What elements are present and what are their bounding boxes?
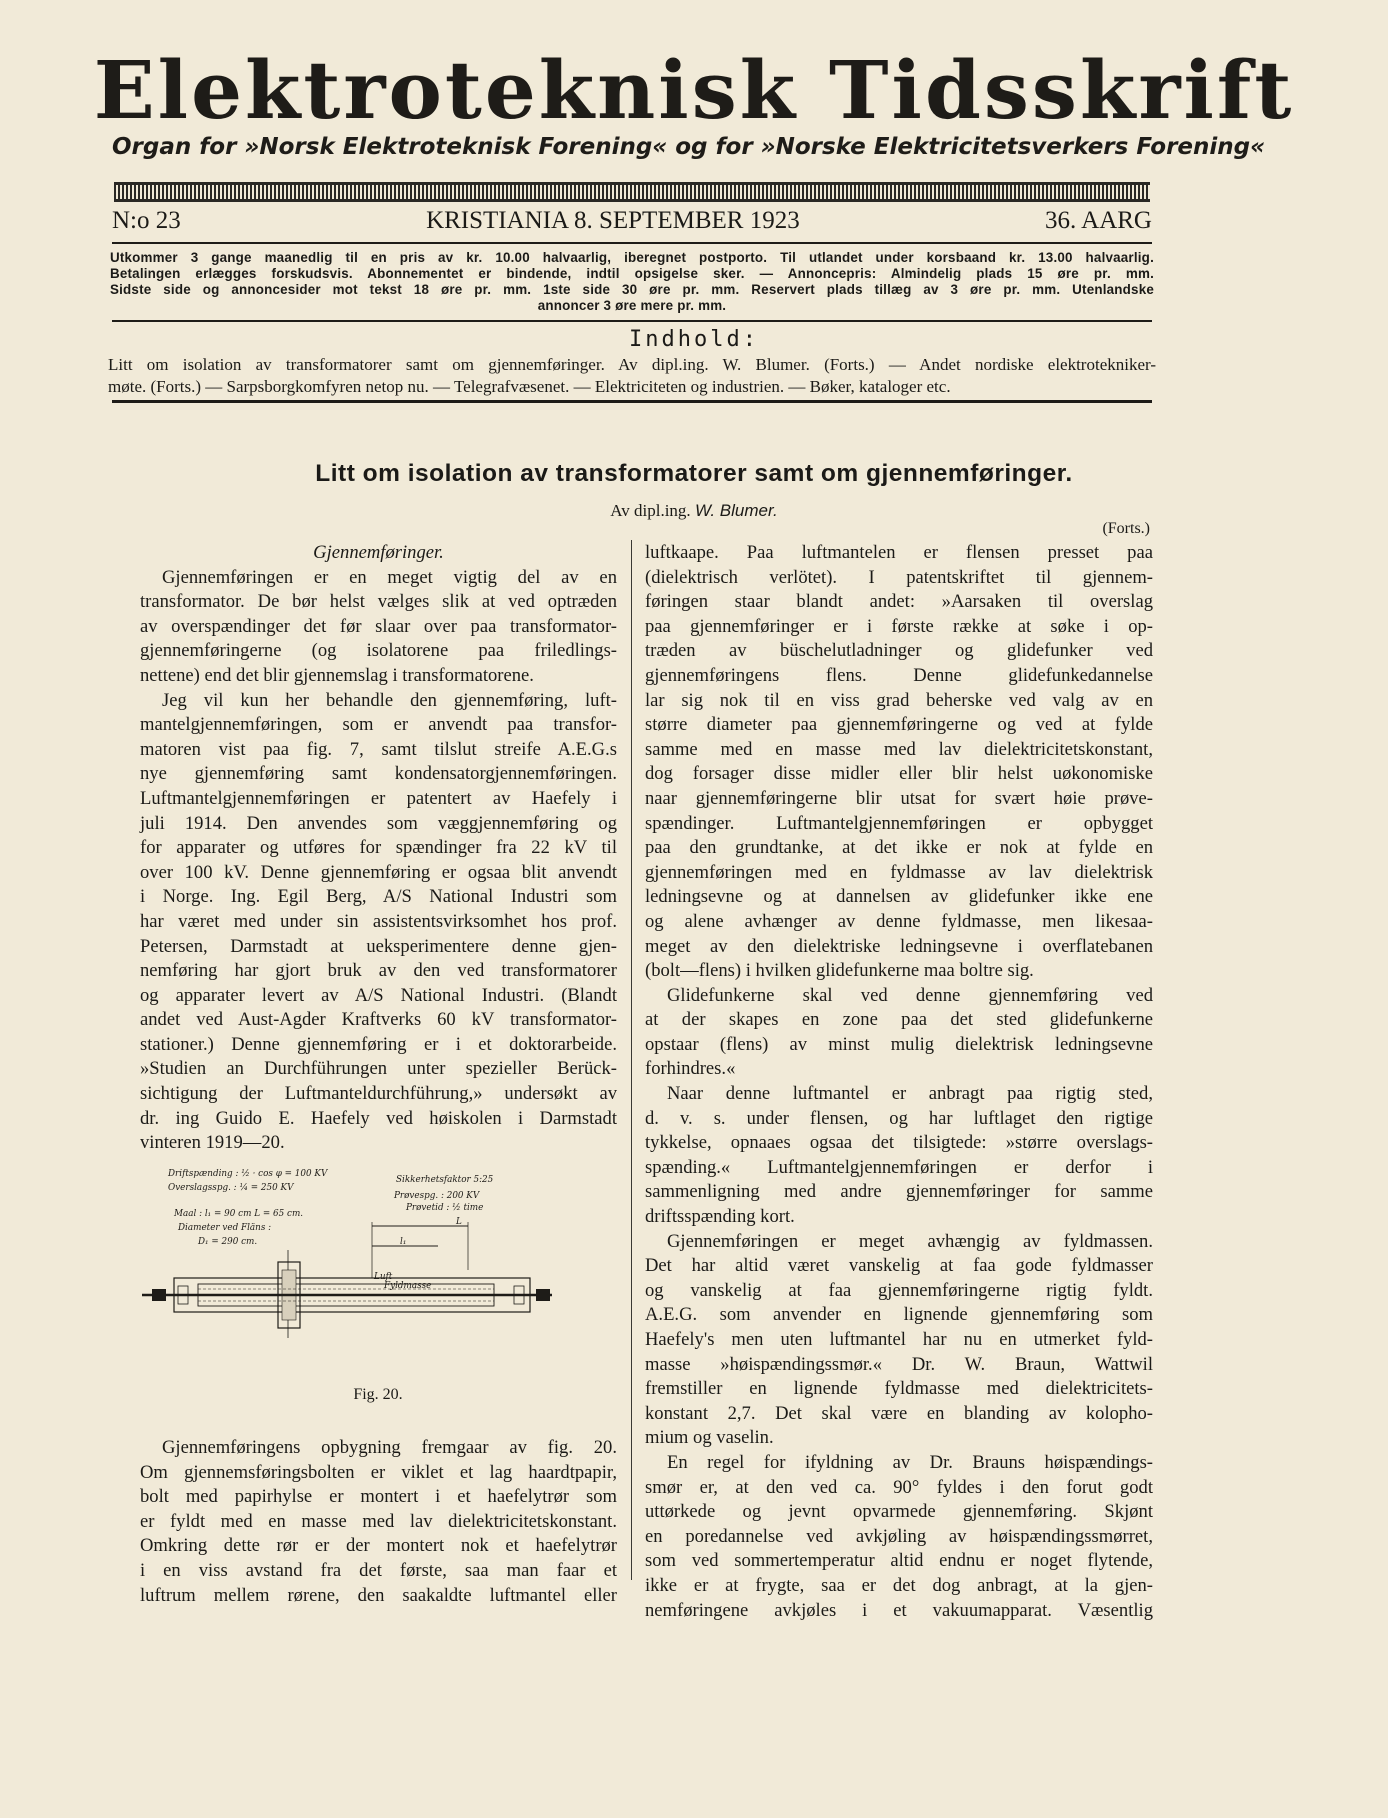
fig-label: Fyldmasse xyxy=(384,1281,432,1291)
text-line: (bolt—flens) i hvilken glidefunkerne maa boltre sig. xyxy=(645,960,1034,982)
figure-caption: Fig. 20. xyxy=(353,1386,403,1403)
text-line: i en viss avstand fra det første, saa man faar et xyxy=(140,1559,617,1581)
end-nut-left xyxy=(152,1289,166,1301)
text-line: i Norge. Ing. Egil Berg, A/S National Industri som xyxy=(140,886,617,908)
text-line: sichtigung der Luftmanteldurchführung,» undersøkt av xyxy=(140,1083,617,1105)
masthead-subtitle: Organ for »Norsk Elektroteknisk Forening« og for »Norske Elektricitetsverkers Forening« xyxy=(112,134,1266,160)
left-column-text xyxy=(140,566,617,1156)
text-line: stationer.) Denne gjennemføring er i et doktorarbeide. xyxy=(140,1033,617,1055)
issue-place-date: KRISTIANIA 8. SEPTEMBER 1923 xyxy=(426,207,800,234)
subscription-line: Utkommer 3 gange maanedlig til en pris av kr. 10.00 halvaarlig, iberegnet postporto. Til utlandet under korsbaand kr. 13.00 halvaarlig. xyxy=(110,250,1154,265)
column-divider xyxy=(631,540,632,1580)
article-title: Litt om isolation av transformatorer samt om gjennemføringer. xyxy=(315,460,1073,487)
text-line: transformator. De bør helst vælges slik at ved optræden xyxy=(140,591,617,613)
text-line: føringen staar blandt andet: »Aarsaken til overslag xyxy=(645,591,1153,613)
text-line: ikke er at frygte, saa er det dog anbragt, at la gjen- xyxy=(645,1574,1153,1596)
text-line: ledningsevne og at dannelsen av glidefunker ikke ene xyxy=(645,886,1153,908)
text-line: Omkring dette rør er der montert nok et haefelytrør xyxy=(140,1535,617,1557)
subscription-line: annoncer 3 øre mere pr. mm. xyxy=(537,298,727,313)
text-line: over 100 kV. Denne gjennemføring er ogsaa blit anvendt xyxy=(140,861,617,883)
text-line: paa gjennemføringer er i første række at søke i op- xyxy=(645,615,1153,637)
issue-number: N:o 23 xyxy=(112,207,181,234)
text-line: Gjennemføringen er en meget vigtig del av en xyxy=(162,566,617,588)
text-line: uttørkede og jevnt opvarmede gjennemføring. Skjønt xyxy=(645,1501,1153,1523)
fig-label: Luft xyxy=(374,1272,393,1282)
text-line: forhindres.« xyxy=(645,1058,736,1080)
text-line: som ved sommertemperatur altid endnu er noget flytende, xyxy=(645,1550,1153,1572)
bushing-figure xyxy=(138,1158,558,1348)
text-line: mium og vaselin. xyxy=(645,1427,774,1449)
text-line: Petersen, Darmstadt at ueksperimentere denne gjen- xyxy=(140,935,617,957)
text-line: Glidefunkerne skal ved denne gjennemføring ved xyxy=(667,984,1153,1006)
text-line: Om gjennemsføringsbolten er viklet et lag haardtpapir, xyxy=(140,1461,617,1483)
text-line: fremstiller en lignende fyldmasse med dielektricitets- xyxy=(645,1378,1153,1400)
text-line: naar gjennemføringerne blir utsat for svært høie prøve- xyxy=(645,787,1153,809)
fig-label: Prøvespg. : 200 KV xyxy=(394,1191,480,1201)
contents-list xyxy=(108,354,1156,398)
text-line: matoren vist paa fig. 7, samt tilslut streife A.E.G.s xyxy=(140,738,617,760)
text-line: tykkelse, opnaaes ogsaa det tilsigtede: »større overslags- xyxy=(645,1132,1153,1154)
text-line: paa den grundtanke, at det ikke er nok at fylde en xyxy=(645,837,1153,859)
text-line: luftrum mellem rørene, den saakaldte luftmantel eller xyxy=(140,1584,617,1606)
fig-label: Maal : l₁ = 90 cm L = 65 cm. xyxy=(174,1209,304,1219)
text-line: nettene) end det blir gjennemslag i transformatorene. xyxy=(140,664,534,686)
text-line: A.E.G. som anvender en lignende gjennemføring som xyxy=(645,1304,1153,1326)
text-line: gjennemføringerne (og isolatorene paa friledlings- xyxy=(140,640,617,662)
text-line: og apparater levert av A/S National Industri. (Blandt xyxy=(140,984,617,1006)
rule xyxy=(112,400,1152,403)
text-line: spænding.« Luftmantelgjennemføringen er derfor i xyxy=(645,1156,1153,1178)
left-column-bottom xyxy=(140,1436,617,1608)
text-line: sammenligning med andre gjennemføringer for samme xyxy=(645,1181,1153,1203)
text-line: gjennemføringen med en fyldmasse av lav dielektrisk xyxy=(645,861,1153,883)
text-line: Gjennemføringens opbygning fremgaar av fig. 20. xyxy=(162,1437,617,1458)
fig-label: Driftspænding : ½ · cos φ = 100 KV xyxy=(168,1169,328,1179)
text-line: for apparater og utføres for spændinger fra 22 kV til xyxy=(140,837,617,859)
text-line: at der skapes en zone paa det sted glidefunkerne xyxy=(645,1009,1153,1031)
article-byline xyxy=(0,500,1388,522)
text-line: Det har altid været vanskelig at faa gode fyldmasser xyxy=(645,1255,1153,1277)
text-line: Luftmantelgjennemføringen er patentert av Haefely i xyxy=(140,787,617,809)
rule xyxy=(112,242,1152,244)
text-line: dog forsager disse midler eller blir helst uøkonomiske xyxy=(645,763,1153,785)
text-line: gjennemføringens flens. Denne glidefunkedannelse xyxy=(645,664,1153,686)
text-line: Gjennemføringen er meget avhængig av fyldmassen. xyxy=(667,1230,1153,1252)
fig-label: L xyxy=(456,1217,462,1227)
subscription-info xyxy=(110,250,1154,314)
text-line: meget av den dielektriske ledningsevne i overflatebanen xyxy=(645,935,1153,957)
fig-label: Sikkerhetsfaktor 5:25 xyxy=(396,1175,494,1185)
text-line: bolt med papirhylse er montert i et haefelytrør som xyxy=(140,1486,617,1508)
text-line: samme med en masse med lav dielektricitetskonstant, xyxy=(645,738,1153,760)
fig-label: Overslagsspg. : ¼ = 250 KV xyxy=(168,1183,294,1193)
fig-label: D₁ = 290 cm. xyxy=(198,1237,258,1247)
text-line: nye gjennemføring samt kondensatorgjennemføringen. xyxy=(140,763,617,785)
byline-prefix: Av dipl.ing. xyxy=(610,501,691,520)
text-line: av overspændinger det før slaar over paa transformator- xyxy=(140,615,617,637)
text-line: større diameter paa gjennemføringerne og ved at fylde xyxy=(645,714,1153,736)
section-heading: Gjennemføringer. xyxy=(313,542,444,563)
left-column-top xyxy=(140,541,617,1156)
rule xyxy=(112,320,1152,322)
left-column-text xyxy=(140,1436,617,1608)
issue-volume: 36. AARG xyxy=(1045,207,1152,234)
text-line: En regel for ifyldning av Dr. Brauns høispændings- xyxy=(667,1451,1153,1473)
text-line: har været med under sin assistentsvirksomhet hos prof. xyxy=(140,910,617,932)
text-line: mantelgjennemføringen, som er anvendt paa transfor- xyxy=(140,714,617,736)
text-line: konstant 2,7. Det skal være en blanding av kolopho- xyxy=(645,1402,1153,1424)
subscription-line: Betalingen erlægges forskudsvis. Abonnementet er bindende, indtil opsigelse sker. — Annoncepris: Almindelig plads 15 øre pr. mm. xyxy=(110,266,1154,281)
text-line: nemføringene avkjøles i et vakuumapparat. Væsentlig xyxy=(645,1599,1153,1621)
masthead-title: Elektroteknisk Tidsskrift xyxy=(93,43,1295,137)
text-line: Naar denne luftmantel er anbragt paa rigtig sted, xyxy=(667,1083,1153,1105)
end-nut-right xyxy=(536,1289,550,1301)
text-line: masse »høispændingssmør.« Dr. W. Braun, Wattwil xyxy=(645,1353,1153,1375)
fig-label: Diameter ved Fläns : xyxy=(178,1223,272,1233)
contents-line: Litt om isolation av transformatorer samt om gjennemføringer. Av dipl.ing. W. Blumer. (Forts.) — Andet nordiske elektrotekniker- xyxy=(108,355,1156,374)
text-line: luftkaape. Paa luftmantelen er flensen presset paa xyxy=(645,542,1153,563)
text-line: en poredannelse ved avkjøling av høispændingssmørret, xyxy=(645,1525,1153,1547)
text-line: d. v. s. under flensen, og har luftlaget den rigtige xyxy=(645,1107,1153,1129)
text-line: Haefely's men uten luftmantel har nu en utmerket fyld- xyxy=(645,1329,1153,1350)
text-line: spændinger. Luftmantelgjennemføringen er opbygget xyxy=(645,812,1153,834)
text-line: »Studien an Durchführungen unter spezieller Berück- xyxy=(140,1058,617,1080)
text-line: er fyldt med en masse med lav dielektricitetskonstant. xyxy=(140,1510,617,1532)
text-line: vinteren 1919—20. xyxy=(140,1132,285,1154)
text-line: juli 1914. Den anvendes som væggjennemføring og xyxy=(140,812,617,834)
author-name: W. Blumer. xyxy=(694,501,778,520)
ornamental-rule xyxy=(114,182,1150,202)
contents-heading: Indhold: xyxy=(629,327,759,352)
text-line: driftsspænding kort. xyxy=(645,1206,795,1228)
right-column-text xyxy=(645,541,1153,1623)
text-line: og alene avhænger av denne fyldmasse, men likesaa- xyxy=(645,910,1153,932)
text-line: træden av büschelutladninger og glidefunker ved xyxy=(645,640,1153,662)
fig-label: l₁ xyxy=(400,1237,407,1247)
text-line: smør er, at den ved ca. 90° fyldes i den forut godt xyxy=(645,1476,1153,1498)
text-line: og vanskelig at faa gjennemføringerne rigtig fyldt. xyxy=(645,1279,1153,1301)
text-line: (dielektrisch verlötet). I patentskriftet til gjennem- xyxy=(645,566,1153,588)
text-line: dr. ing Guido E. Haefely ved høiskolen i Darmstadt xyxy=(140,1107,617,1129)
text-line: Jeg vil kun her behandle den gjennemføring, luft- xyxy=(162,689,617,711)
text-line: lar sig nok til en viss grad beherske ved valg av en xyxy=(645,689,1153,711)
continued-note: (Forts.) xyxy=(1102,520,1150,537)
contents-line: møte. (Forts.) — Sarpsborgkomfyren netop nu. — Telegrafvæsenet. — Elektriciteten og industrien. — Bøker, kataloger etc. xyxy=(108,377,951,396)
text-line: opstaar (flens) av minst mulig dielektrisk ledningsevne xyxy=(645,1033,1153,1055)
text-line: andet ved Aust-Agder Kraftverks 60 kV transformator- xyxy=(140,1009,617,1031)
subscription-line: Sidste side og annoncesider mot tekst 18 øre pr. mm. 1ste side 30 øre pr. mm. Reservert plads tillæg av 3 øre pr. mm. Utenlandske xyxy=(110,282,1154,297)
issue-line xyxy=(112,203,1152,239)
fig-label: Prøvetid : ½ time xyxy=(406,1203,484,1213)
text-line: nemføring har gjort bruk av den ved transformatorer xyxy=(140,960,617,982)
right-column xyxy=(645,541,1153,1623)
